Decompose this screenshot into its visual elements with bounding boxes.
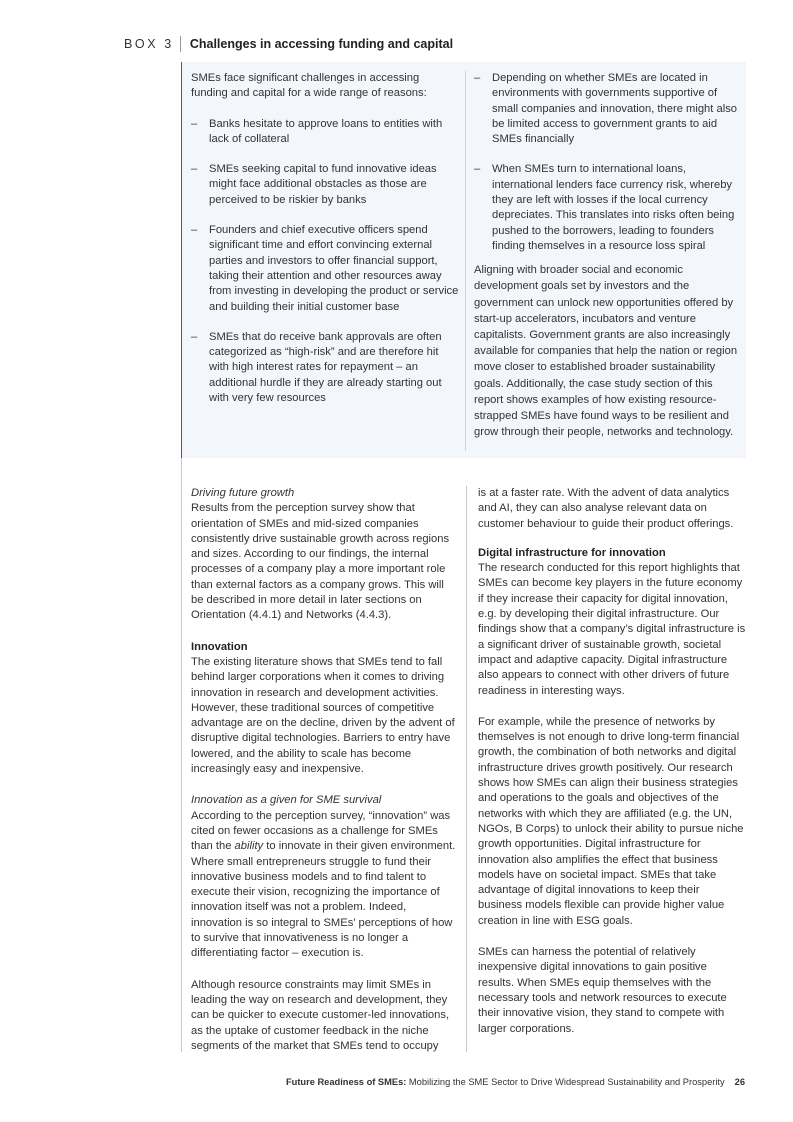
box-right-column: [474, 71, 742, 441]
box-left-column: [191, 71, 459, 406]
heading-innovation: Innovation: [191, 640, 248, 653]
body-right-column: [478, 486, 746, 1037]
box-closing-paragraph: Aligning with broader social and economic development goals set by investors and the government can unlock new opportunities offered by start-up accelerators, incubators and venture capitalists. Government grants are also increasingly available for companies that help the nation or region move closer to established broader sustainability goals. Additionally, the case study section of this report shows examples of how existing resource-strapped SMEs have found ways to be resilient and grow through their people, networks and technology.: [474, 264, 738, 439]
paragraph-innovation: The existing literature shows that SMEs tend to fall behind larger corporations when it comes to driving innovation in research and development activities. However, these traditional sources of competitive advantage are on the decline, driven by the advent of disruptive digital technologies. Barriers to entry have lowered, and the ability to scale has become increasingly easy and inexpensive.: [191, 655, 455, 776]
bullet-text: Banks hesitate to approve loans to entities with lack of collateral: [209, 117, 443, 145]
bullet-text: When SMEs turn to international loans, international lenders face currency risk, whereby they are left with losses if the local currency depreciates. This translates into risks often being pushed to the borrowers, leading to founders finding themselves in a resource loss spiral: [492, 163, 735, 252]
survival-text-before: According to the perception survey, “innovation” was cited on fewer occasions as a challenge for SMEs than the: [191, 809, 451, 853]
dash-marker: –: [474, 72, 481, 84]
box-intro: SMEs face significant challenges in accessing funding and capital for a wide range of reasons:: [191, 72, 427, 100]
page-footer: [286, 1077, 745, 1087]
heading-driving-future-growth: Driving future growth: [191, 487, 295, 499]
paragraph-continuation: is at a faster rate. With the advent of data analytics and AI, they can also analyse relevant data on customer behaviour to guide their product offerings.: [478, 487, 734, 530]
body-column-divider: [466, 486, 467, 1052]
footer-title-rest: Mobilizing the SME Sector to Drive Widespread Sustainability and Prosperity: [406, 1077, 725, 1087]
paragraph-resource-constraints: Although resource constraints may limit SMEs in leading the way on research and development, they can be quicker to execute customer-led innovations, as the uptake of customer feedback in the niche segments of the market that SMEs tend to occupy: [191, 978, 450, 1052]
box-bullet: [474, 162, 742, 254]
survival-text-after: to innovate in their given environment. Where small entrepreneurs struggle to fund their innovative business models and to find talent to execute their vision, recognizing the importance of innovation itself was not a problem. Indeed, innovation is so integral to SMEs’ perceptions of how to survive that innovativeness is no longer a differentiating factor – execution is.: [191, 840, 456, 960]
box-column-divider: [465, 71, 466, 451]
dash-marker: –: [191, 330, 198, 343]
paragraph-harness-potential: SMEs can harness the potential of relatively inexpensive digital innovations to gain positive results. When SMEs equip themselves with the necessary tools and network resources to execute their innovative vision, they stand to compete with larger corporations.: [478, 946, 727, 1035]
paragraph-digital-infrastructure: The research conducted for this report highlights that SMEs can become key players in the future economy if they increase their capacity for digital innovation, e.g. by developing their digital infrastructure. Our findings show that a company’s digital infrastructure is a significant driver of sustainable growth, societal impact and adaptive capacity. Digital infrastructure also appears to connect with other drivers of future readiness in interesting ways.: [478, 562, 746, 697]
dash-marker: –: [191, 224, 198, 237]
box-bullet: [474, 71, 742, 147]
paragraph-innovation-survival: [191, 809, 459, 962]
box-bullet: [191, 330, 459, 406]
survival-text-emphasis: ability: [234, 840, 264, 853]
bullet-text: SMEs that do receive bank approvals are often categorized as “high-risk” and are therefore hit with high interest rates for repayment – an additional hurdle if they are already starting out with very few resources: [209, 330, 442, 405]
box-label: BOX 3: [124, 37, 174, 51]
box-title: Challenges in accessing funding and capital: [189, 37, 454, 51]
page-number: 26: [734, 1077, 745, 1087]
body-left-column: [191, 486, 459, 1054]
box-separator: [180, 36, 181, 52]
box-bullet: [191, 223, 459, 315]
heading-digital-infrastructure: Digital infrastructure for innovation: [478, 546, 666, 559]
body-left-rule: [181, 458, 182, 1052]
heading-innovation-survival: Innovation as a given for SME survival: [191, 794, 382, 807]
box-bullet: [191, 162, 459, 208]
box-bullet: [191, 117, 459, 148]
footer-title-bold: Future Readiness of SMEs:: [285, 1077, 407, 1087]
bullet-text: Depending on whether SMEs are located in environments with governments supportive of small companies and innovation, there might also be limited access to government grants to aid SMEs financially: [492, 72, 738, 146]
dash-marker: –: [191, 117, 198, 130]
bullet-text: SMEs seeking capital to fund innovative ideas might face additional obstacles as those are perceived to be riskier by banks: [209, 163, 437, 206]
bullet-text: Founders and chief executive officers spend significant time and effort convincing external parties and investors to offer financial support, taking their attention and other resources away from investing in developing the product or service and building their initial customer base: [209, 224, 459, 313]
dash-marker: –: [191, 163, 198, 176]
paragraph-networks-example: For example, while the presence of networks by themselves is not enough to drive long-term financial growth, the combination of both networks and digital infrastructure drives growth positively. Our research shows how SMEs can align their business strategies and operations to the goals and objectives of the networks with which they are affiliated (e.g. the UN, NGOs, B Corps) to unlock their ability to pursue niche growth opportunities. Digital infrastructure for innovation also amplifies the effect that business models have on societal impact. SMEs that take advantage of digital innovations to keep their business models flexible can provide higher value creation in line with ESG goals.: [478, 715, 744, 927]
box-header: [124, 36, 453, 52]
paragraph-driving-future-growth: Results from the perception survey show that orientation of SMEs and mid-sized companies consistently drive sustainable growth across regions and sizes. According to our findings, the internal processes of a company play a more important role than external factors as a company grows. This will be described in more detail in later sections on Orientation (4.4.1) and Networks (4.4.3).: [191, 502, 450, 622]
dash-marker: –: [474, 163, 481, 176]
